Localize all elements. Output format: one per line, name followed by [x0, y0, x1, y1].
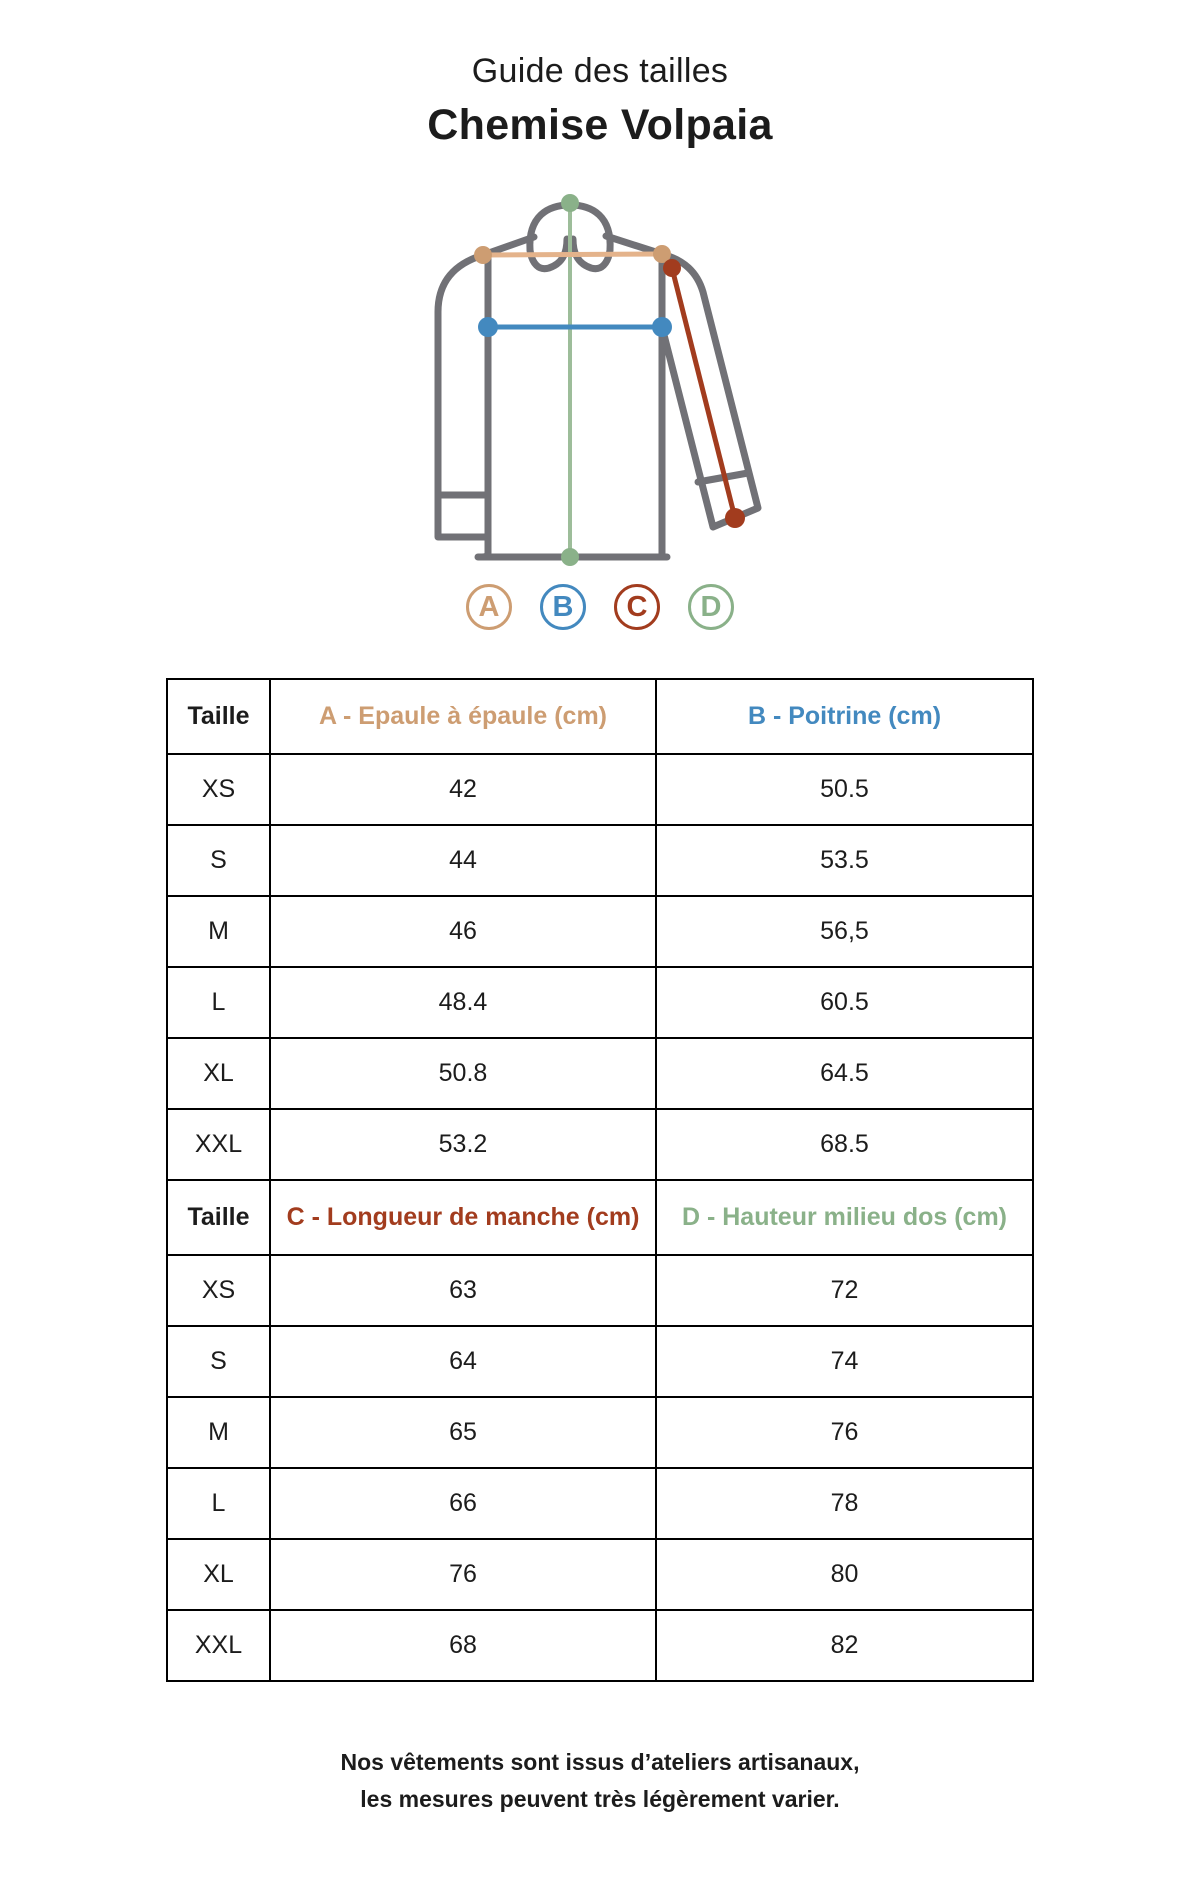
- value-cell: 78: [656, 1468, 1033, 1539]
- size-column-header: Taille: [167, 679, 270, 754]
- value-cell: 63: [270, 1255, 656, 1326]
- value-cell: 64: [270, 1326, 656, 1397]
- value-cell: 65: [270, 1397, 656, 1468]
- value-cell: 42: [270, 754, 656, 825]
- table-row: [167, 1468, 1033, 1539]
- table-row: [167, 825, 1033, 896]
- measure-dot-a-left: [474, 246, 492, 264]
- table-row: [167, 1109, 1033, 1180]
- size-cell: XL: [167, 1038, 270, 1109]
- size-cell: L: [167, 967, 270, 1038]
- column-header-c: C - Longueur de manche (cm): [270, 1180, 656, 1255]
- column-header-b: B - Poitrine (cm): [656, 679, 1033, 754]
- size-cell: M: [167, 1397, 270, 1468]
- page-subtitle: Guide des tailles: [471, 52, 729, 90]
- value-cell: 50.8: [270, 1038, 656, 1109]
- value-cell: 53.2: [270, 1109, 656, 1180]
- value-cell: 66: [270, 1468, 656, 1539]
- table-row: [167, 754, 1033, 825]
- table-row: [167, 1255, 1033, 1326]
- value-cell: 56,5: [656, 896, 1033, 967]
- measure-dot-c-top: [663, 259, 681, 277]
- value-cell: 64.5: [656, 1038, 1033, 1109]
- table-header-row-ab: [167, 679, 1033, 754]
- table-header-row-cd: [167, 1180, 1033, 1255]
- table-row: [167, 967, 1033, 1038]
- badge-c: C: [614, 584, 660, 630]
- badge-a: A: [466, 584, 512, 630]
- value-cell: 76: [270, 1539, 656, 1610]
- measure-dot-c-bottom: [725, 508, 745, 528]
- size-cell: XL: [167, 1539, 270, 1610]
- measure-line-b-icon: [478, 317, 672, 337]
- measure-dot-b-left: [478, 317, 498, 337]
- table-row: [167, 1038, 1033, 1109]
- column-header-d: D - Hauteur milieu dos (cm): [656, 1180, 1033, 1255]
- measure-dot-d-bottom: [561, 548, 579, 566]
- table-row: [167, 1397, 1033, 1468]
- size-cell: S: [167, 825, 270, 896]
- column-header-a: A - Epaule à épaule (cm): [270, 679, 656, 754]
- measure-badges: [0, 584, 1200, 630]
- value-cell: 68.5: [656, 1109, 1033, 1180]
- value-cell: 50.5: [656, 754, 1033, 825]
- size-cell: M: [167, 896, 270, 967]
- badge-b: B: [540, 584, 586, 630]
- value-cell: 46: [270, 896, 656, 967]
- footer-line-2: les mesures peuvent très légèrement varier.: [360, 1786, 840, 1812]
- size-cell: XS: [167, 1255, 270, 1326]
- footer-note: [0, 1744, 1200, 1818]
- value-cell: 48.4: [270, 967, 656, 1038]
- badge-d: D: [688, 584, 734, 630]
- table-row: [167, 1326, 1033, 1397]
- value-cell: 60.5: [656, 967, 1033, 1038]
- table-row: [167, 1610, 1033, 1681]
- size-cell: XXL: [167, 1109, 270, 1180]
- value-cell: 44: [270, 825, 656, 896]
- value-cell: 72: [656, 1255, 1033, 1326]
- size-cell: XS: [167, 754, 270, 825]
- size-cell: XXL: [167, 1610, 270, 1681]
- value-cell: 82: [656, 1610, 1033, 1681]
- value-cell: 74: [656, 1326, 1033, 1397]
- footer-line-1: Nos vêtements sont issus d’ateliers artisanaux,: [340, 1749, 860, 1775]
- size-cell: L: [167, 1468, 270, 1539]
- size-table: [166, 678, 1034, 1682]
- value-cell: 53.5: [656, 825, 1033, 896]
- page-title: Chemise Volpaia: [427, 101, 773, 149]
- table-row: [167, 896, 1033, 967]
- value-cell: 68: [270, 1610, 656, 1681]
- measure-dot-b-right: [652, 317, 672, 337]
- shirt-measurement-diagram: [390, 160, 810, 580]
- value-cell: 76: [656, 1397, 1033, 1468]
- size-column-header: Taille: [167, 1180, 270, 1255]
- table-row: [167, 1539, 1033, 1610]
- measure-dot-d-top: [561, 194, 579, 212]
- size-cell: S: [167, 1326, 270, 1397]
- value-cell: 80: [656, 1539, 1033, 1610]
